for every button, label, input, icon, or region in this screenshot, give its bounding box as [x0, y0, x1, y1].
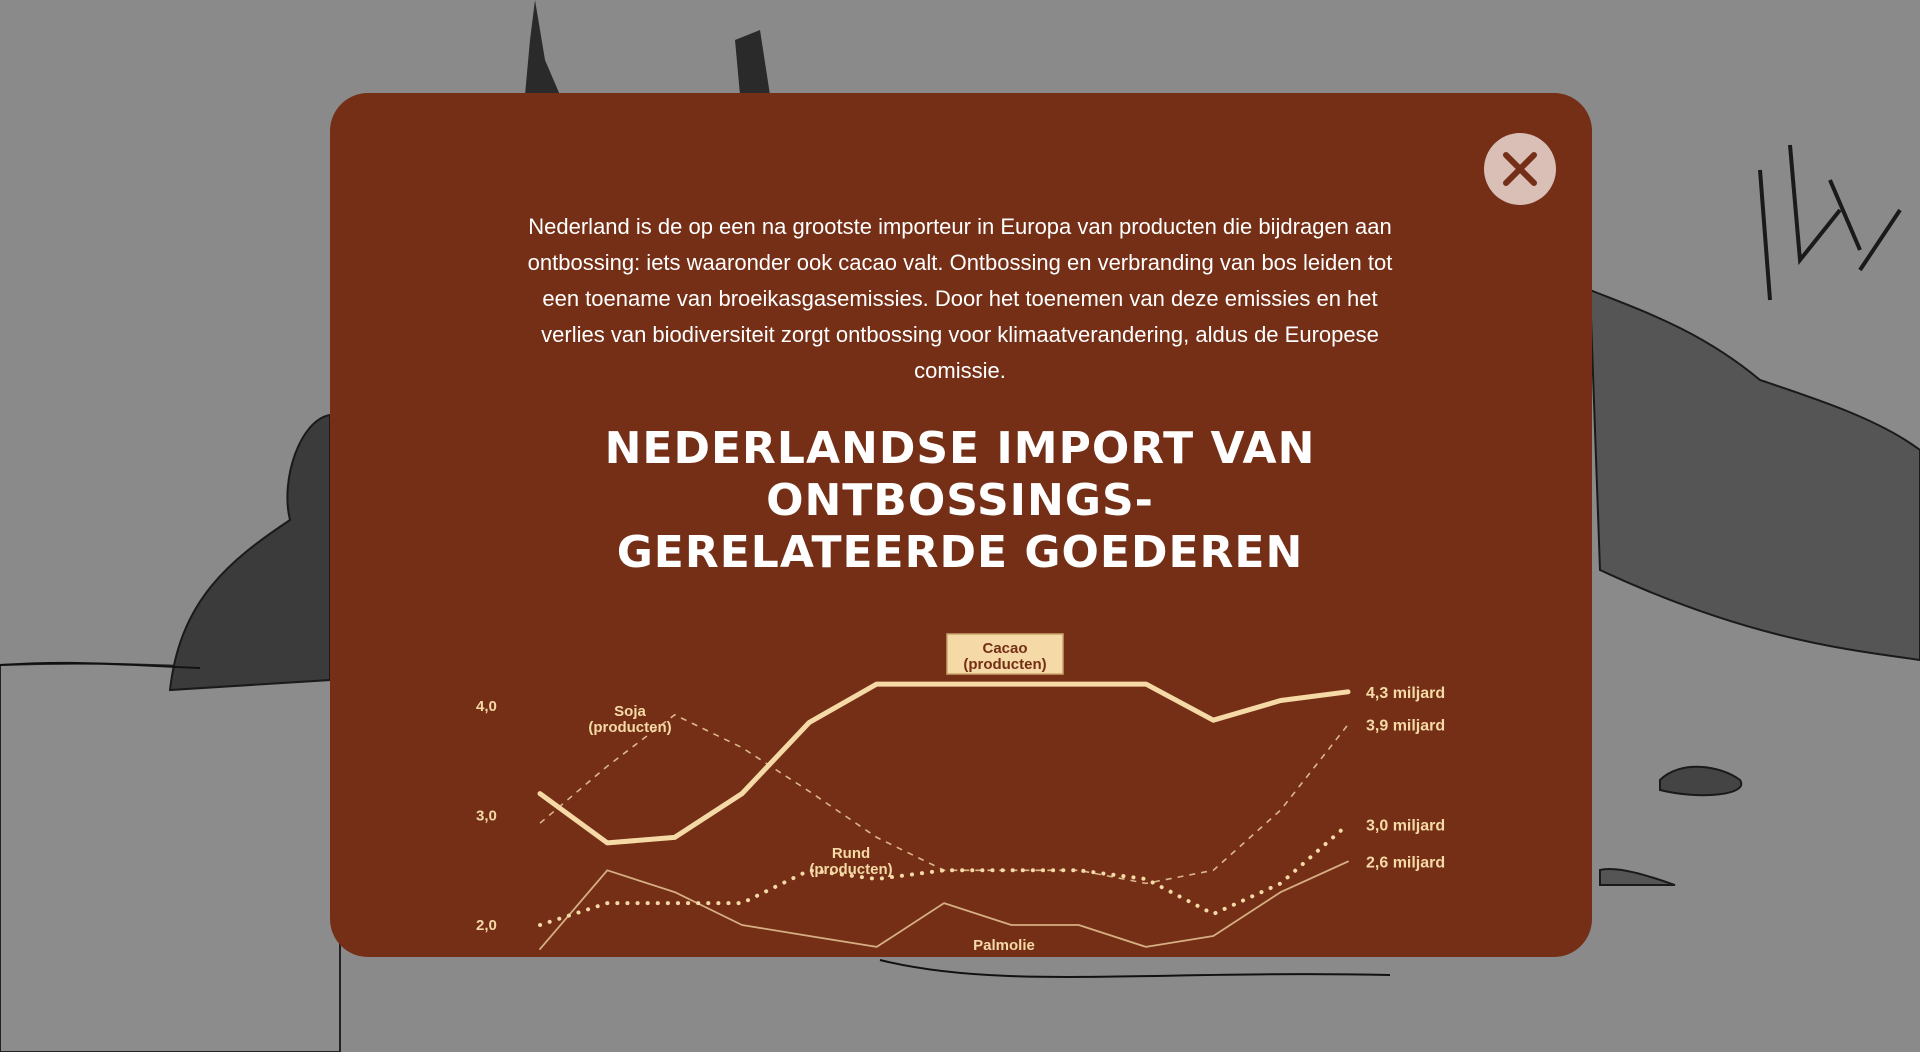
import-line-chart — [330, 93, 1592, 957]
series-line-cacao — [540, 684, 1348, 843]
intro-paragraph: Nederland is de op een na grootste importeur in Europa van producten die bijdragen aan ontbossing: iets waaronder ook cacao valt. Ontbossing en verbranding van bos leiden tot een toename van broeikasgasemissies. Door het toenemen van deze emissies en het verlies van biodiversiteit zorgt ontbossing voor klimaatverandering, aldus de Europese comissie. — [527, 214, 1393, 383]
series-line-palmolie — [540, 862, 1348, 950]
info-modal — [330, 93, 1592, 957]
series-label-cacao: Cacao (producten) — [963, 640, 1047, 673]
series-label-palmolie: Palmolie — [973, 937, 1035, 954]
y-tick-label: 3,0 — [476, 807, 497, 825]
series-label-rund: Rund (producten) — [809, 845, 893, 878]
series-line-soja — [540, 715, 1348, 884]
end-label-rund: 3,0 miljard — [1366, 817, 1446, 835]
end-label-cacao: 4,3 miljard — [1366, 684, 1446, 702]
series-label-soja: Soja (producten) — [588, 703, 672, 736]
end-label-soja: 3,9 miljard — [1366, 717, 1446, 735]
y-tick-label: 4,0 — [476, 698, 497, 715]
y-tick-label: 2,0 — [476, 917, 497, 934]
end-label-palmolie: 2,6 miljard — [1366, 854, 1446, 872]
chart-title: NEDERLANDSE IMPORT VAN ONTBOSSINGS-GERELATEERDE GOEDEREN — [604, 423, 1316, 578]
